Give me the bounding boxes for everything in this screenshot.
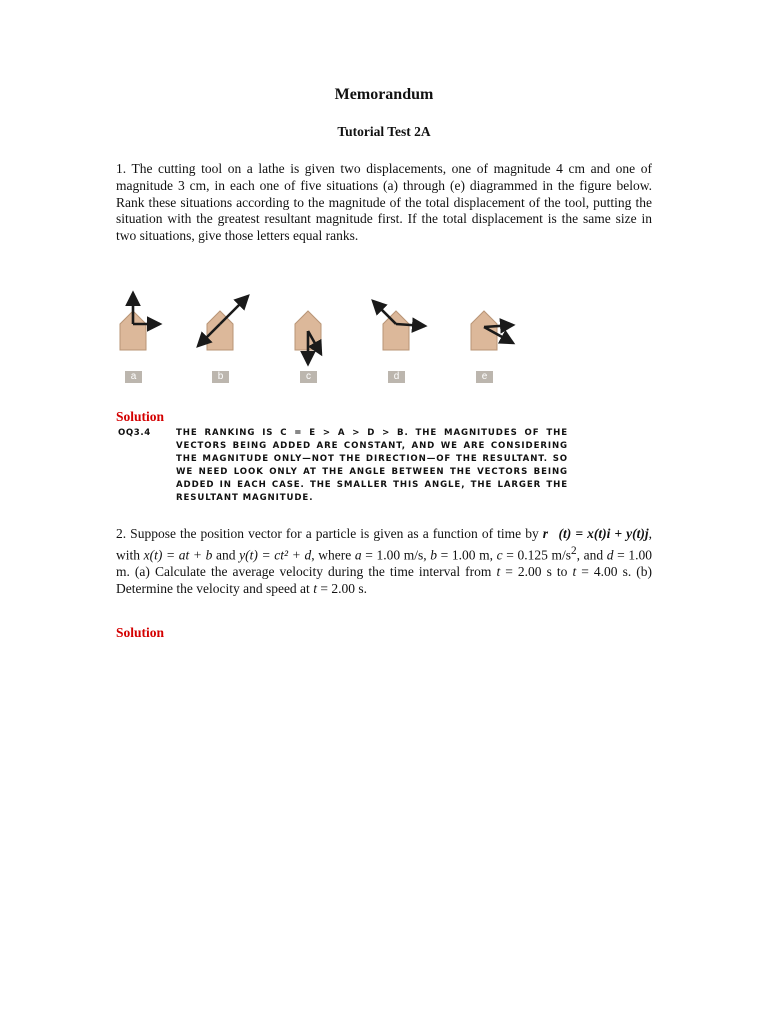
figure-label-b: b xyxy=(212,371,229,383)
figure-label-a: a xyxy=(125,371,142,383)
figure-label-e: e xyxy=(476,371,493,383)
figure-label-c: c xyxy=(300,371,317,383)
tool-diagram-c xyxy=(295,311,321,364)
var-c-value: = 0.125 m/s xyxy=(502,547,572,563)
var-b-value: = 1.00 m, xyxy=(436,547,493,563)
tool-diagram-e xyxy=(471,311,513,350)
question-2-and: and xyxy=(216,547,236,563)
solution-1-heading: Solution xyxy=(116,409,165,424)
question-2-and2: , and xyxy=(576,547,604,563)
tool-diagram-b xyxy=(198,296,248,350)
document-title: Memorandum xyxy=(334,86,434,103)
solution-2-heading: Solution xyxy=(116,625,165,640)
document-subtitle: Tutorial Test 2A xyxy=(337,124,431,139)
var-a: a xyxy=(354,547,362,563)
question-2-intro: 2. Suppose the position vector for a particle is given as a function of time by xyxy=(116,526,539,541)
question-2-where: , where xyxy=(311,547,352,563)
question-2-with: , with xyxy=(116,526,653,563)
var-t2: t xyxy=(572,564,577,580)
var-d-value: = 1.00 m. (a) Calculate the average velocity during the time interval from xyxy=(116,547,653,580)
position-vector-formula: r⃗(t) = x(t)i + y(t)j xyxy=(542,526,649,541)
tool-diagram-d xyxy=(373,301,425,350)
var-c-exponent: 2 xyxy=(571,544,577,557)
solution-1-tag: OQ3.4 xyxy=(118,428,151,438)
var-t3: t xyxy=(313,580,317,596)
var-t1-value: = 2.00 s to xyxy=(500,564,568,580)
y-formula: y(t) = ct² + d xyxy=(239,547,312,563)
solution-1-text: THE RANKING IS C = E > A > D > B. THE MAGNITUDES OF THE VECTORS BEING ADDED ARE CONSTANT, AND WE ARE CONSIDERING THE MAGNITUDE ONLY—NOT THE DIRECTION—OF THE RESULTANT. SO WE NEED LOOK ONLY AT THE ANGLE BETWEEN THE VECTORS BEING ADDED IN EACH CASE. THE SMALLER THIS ANGLE, THE LARGER THE RESULTANT MAGNITUDE. xyxy=(176,428,568,504)
var-t2-value: = 4.00 s. (b) Determine the velocity and speed at xyxy=(116,564,653,596)
question-2-text xyxy=(116,526,652,598)
var-c: c xyxy=(496,547,503,563)
tool-diagram-a xyxy=(120,293,160,350)
var-d: d xyxy=(606,547,614,563)
question-1-text: 1. The cutting tool on a lathe is given two displacements, one of magnitude 4 cm and one of magnitude 3 cm, in each one of five situations (a) through (e) diagrammed in the figure below. Rank these situations according to the magnitude of the total displacement of the tool, putting the situation with the greatest resultant magnitude first. If the total displacement is the same size in two situations, give those letters equal ranks. xyxy=(116,161,652,244)
figure-label-d: d xyxy=(388,371,405,383)
var-t1: t xyxy=(496,564,501,580)
lathe-displacement-figure xyxy=(108,284,538,388)
var-b: b xyxy=(430,547,437,563)
var-t3-value: = 2.00 s. xyxy=(316,580,367,596)
x-formula: x(t) = at + b xyxy=(143,547,213,563)
var-a-value: = 1.00 m/s, xyxy=(361,547,427,563)
